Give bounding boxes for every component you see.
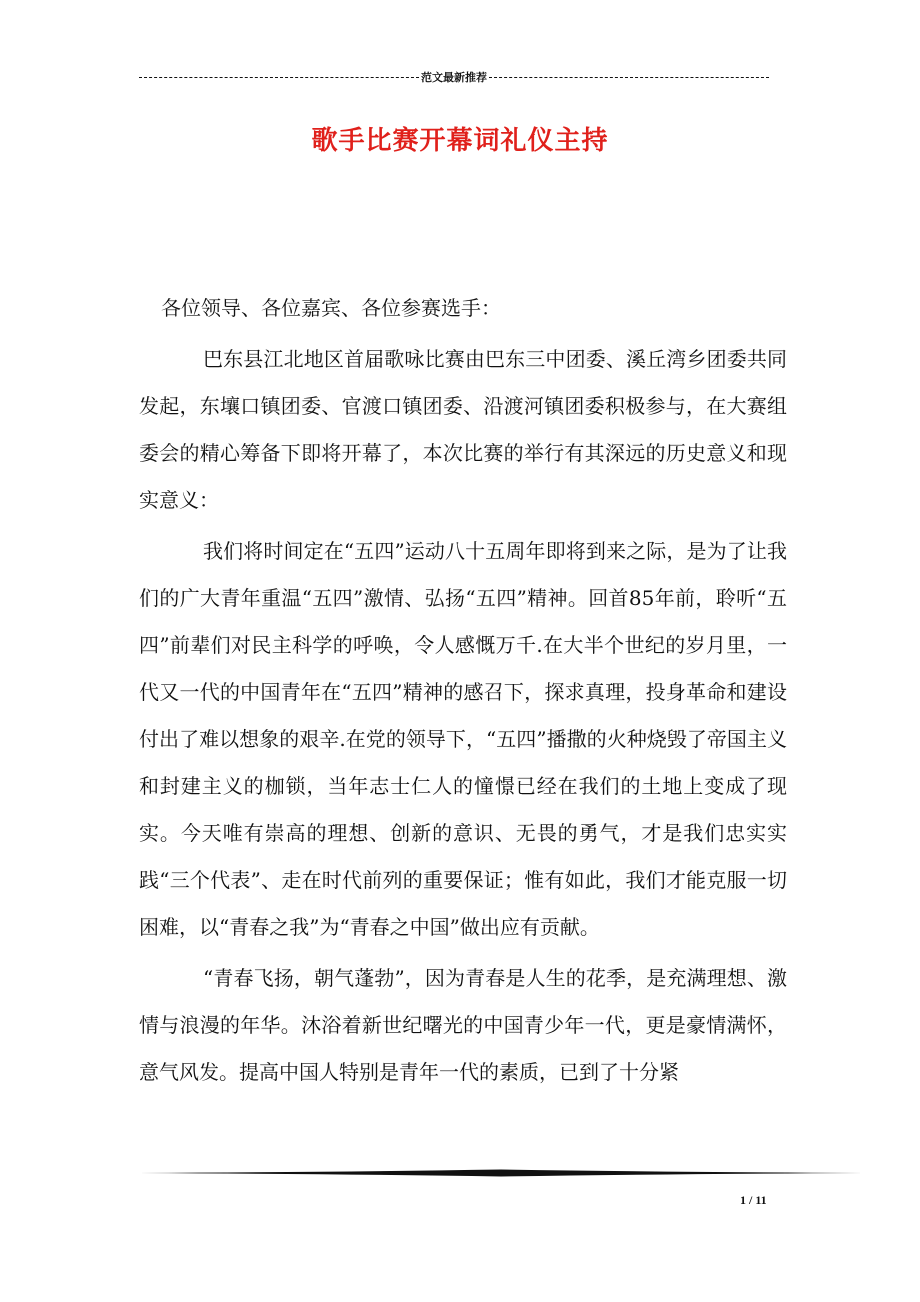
body-paragraph-2: 我们将时间定在“五四”运动八十五周年即将到来之际，是为了让我们的广大青年重温“五四”激情、弘扬“五四”精神。回首85年前，聆听“五四”前辈们对民主科学的呼唤，令人感慨万千.在大半个世纪的岁月里，一代又一代的中国青年在“五四”精神的感召下，探求真理，投身革命和建设付出了难以想象的艰辛.在党的领导下，“五四”播撒的火种烧毁了帝国主义和封建主义的枷锁，当年志士仁人的憧憬已经在我们的土地上变成了现实。今天唯有崇高的理想、创新的意识、无畏的勇气，才是我们忠实实践“三个代表”、走在时代前列的重要保证；惟有如此，我们才能克服一切困难，以“青春之我”为“青春之中国”做出应有贡献。 — [139, 539, 787, 939]
body-paragraph-1: 巴东县江北地区首届歌咏比赛由巴东三中团委、溪丘湾乡团委共同发起，东壤口镇团委、官渡口镇团委、沿渡河镇团委积极参与，在大赛组委会的精心筹备下即将开幕了，本次比赛的举行有其深远的历史意义和现实意义： — [139, 347, 787, 512]
page-header — [139, 68, 769, 86]
greeting-paragraph: 各位领导、各位嘉宾、各位参赛选手： — [161, 296, 501, 320]
footer-rule — [139, 1168, 863, 1178]
header-dash-left — [139, 77, 419, 78]
header-dash-right — [489, 77, 769, 78]
document-title: 歌手比赛开幕词礼仪主持 — [311, 126, 609, 156]
page-number: 1 / 11 — [740, 1193, 767, 1207]
body-paragraph-3: “青春飞扬，朝气蓬勃”，因为青春是人生的花季，是充满理想、激情与浪漫的年华。沐浴着新世纪曙光的中国青少年一代，更是豪情满怀，意气风发。提高中国人特别是青年一代的素质，已到了十分紧 — [139, 966, 787, 1084]
document-body — [139, 285, 787, 1096]
header-label: 范文最新推荐 — [421, 71, 487, 84]
